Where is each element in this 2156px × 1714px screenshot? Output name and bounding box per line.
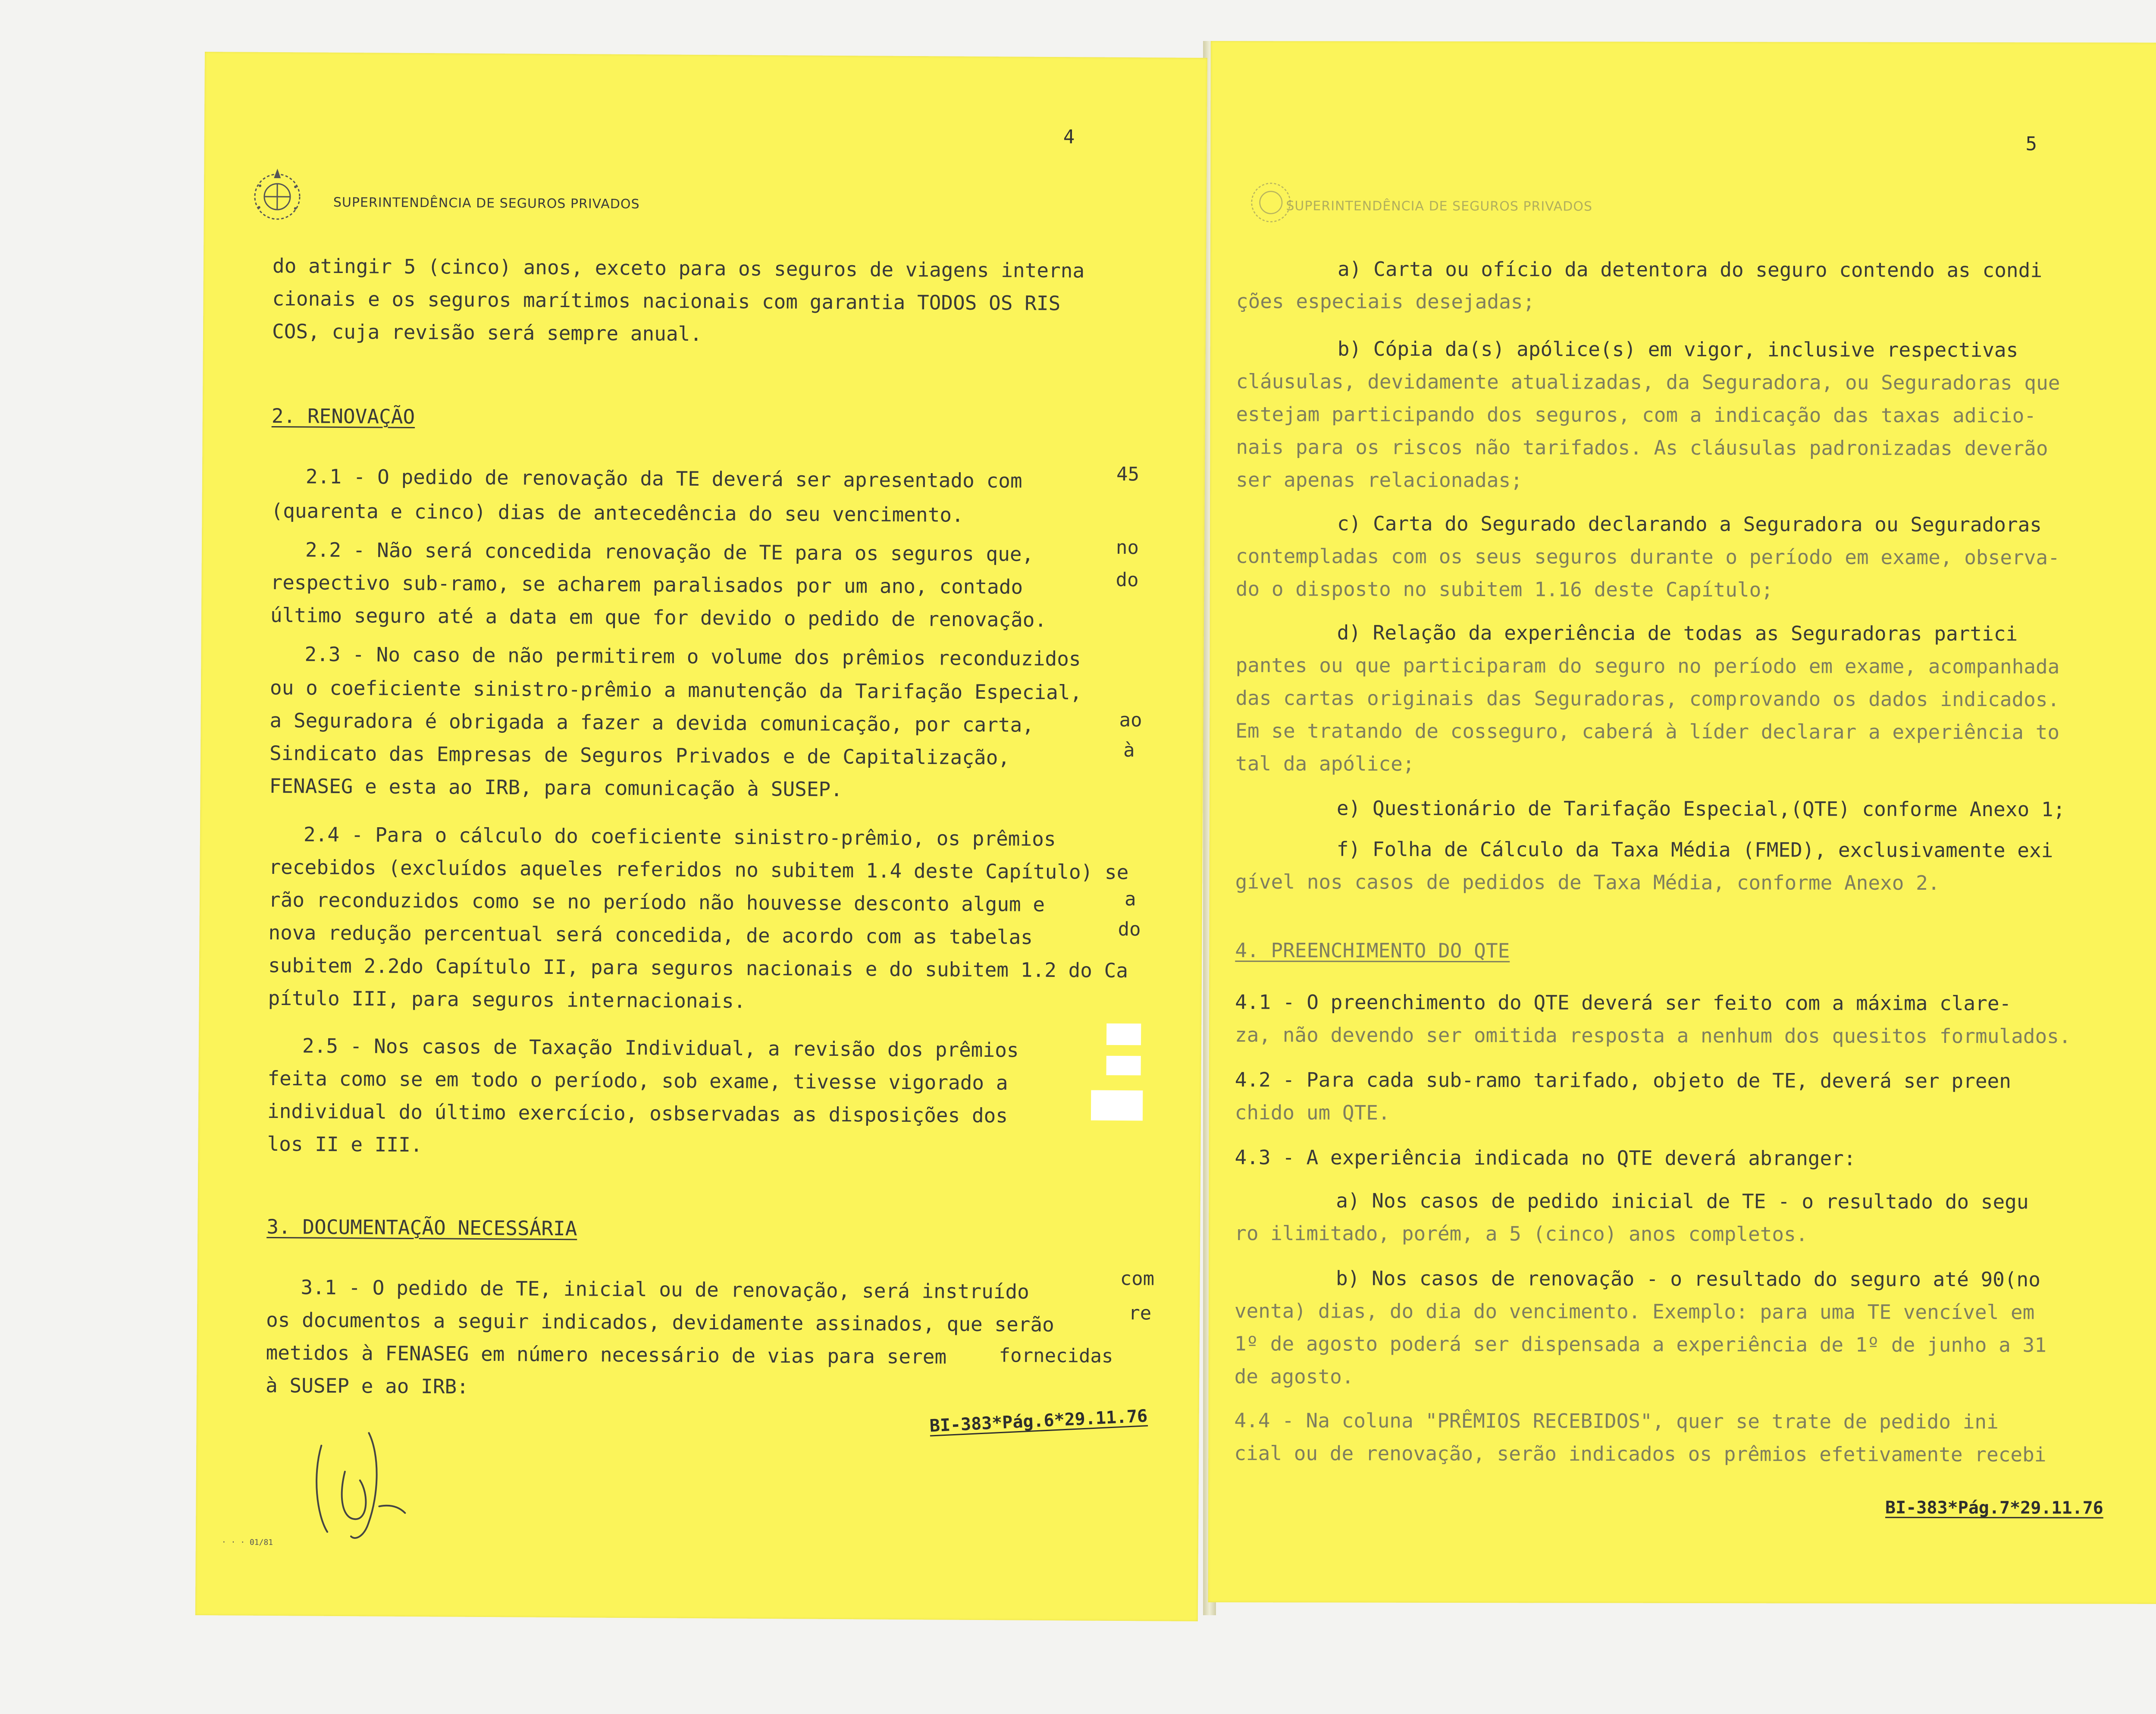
- header-agency-name: SUPERINTENDÊNCIA DE SEGUROS PRIVADOS: [333, 195, 640, 212]
- text-line: 2.1 - O pedido de renovação da TE deverá ser apresentado com: [305, 465, 1022, 493]
- text-line: do o disposto no subitem 1.16 deste Capítulo;: [1235, 577, 1774, 602]
- text-line: cionais e os seguros marítimos nacionais com garantia TODOS OS RIS: [272, 286, 1061, 315]
- page-footer: BI-383*Pág.7*29.11.76: [1885, 1497, 2103, 1518]
- text-line: de agosto.: [1234, 1365, 1354, 1388]
- margin-note: ao: [1119, 709, 1142, 731]
- text-line: 4.2 - Para cada sub-ramo tarifado, objeto de TE, deverá ser preen: [1235, 1068, 2011, 1093]
- text-line: metidos à FENASEG em número necessário de vias para serem: [266, 1340, 947, 1369]
- text-line: gível nos casos de pedidos de Taxa Média, conforme Anexo 2.: [1235, 870, 1940, 895]
- margin-note: a: [1124, 888, 1136, 910]
- text-line: ser apenas relacionadas;: [1236, 468, 1523, 492]
- page-footer: BI-383*Pág.6*29.11.76: [929, 1406, 1148, 1436]
- text-line: feita como se em todo o período, sob exame, tivesse vigorado a: [267, 1066, 1008, 1095]
- text-line: ro ilimitado, porém, a 5 (cinco) anos completos.: [1235, 1221, 1808, 1246]
- text-line: FENASEG e esta ao IRB, para comunicação à SUSEP.: [269, 774, 843, 801]
- left-page: [195, 52, 1207, 1621]
- text-line: 1º de agosto poderá ser dispensada a experiência de 1º de junho a 31: [1234, 1332, 2046, 1357]
- text-line: ções especiais desejadas;: [1236, 289, 1535, 314]
- redaction-patch: [1091, 1090, 1143, 1121]
- text-line: cial ou de renovação, serão indicados os prêmios efetivamente recebi: [1234, 1441, 2046, 1466]
- text-line: b) Cópia da(s) apólice(s) em vigor, inclusive respectivas: [1337, 337, 2018, 362]
- text-line: f) Folha de Cálculo da Taxa Média (FMED), exclusivamente exi: [1336, 837, 2053, 862]
- header-agency-name: SUPERINTENDÊNCIA DE SEGUROS PRIVADOS: [1286, 198, 1593, 214]
- text-line: chido um QTE.: [1235, 1101, 1390, 1124]
- text-line: (quarenta e cinco) dias de antecedência do seu vencimento.: [271, 499, 964, 527]
- text-line: 4.1 - O preenchimento do QTE deverá ser feito com a máxima clare-: [1235, 990, 2012, 1015]
- text-line: recebidos (excluídos aqueles referidos no subitem 1.4 deste Capítulo) se: [269, 855, 1129, 884]
- text-line: b) Nos casos de renovação - o resultado do seguro até 90(no: [1335, 1266, 2041, 1291]
- section-heading: 2. RENOVAÇÃO: [271, 404, 415, 428]
- text-line: e) Questionário de Tarifação Especial,(QTE) conforme Anexo 1;: [1336, 796, 2065, 821]
- text-line: COS, cuja revisão será sempre anual.: [272, 319, 702, 346]
- text-line: 4.4 - Na coluna "PRÊMIOS RECEBIDOS", quer se trate de pedido ini: [1234, 1409, 1999, 1434]
- text-line: 2.5 - Nos casos de Taxação Individual, a revisão dos prêmios: [302, 1034, 1019, 1062]
- coat-of-arms-seal-icon: [247, 160, 307, 229]
- text-line: 4.3 - A experiência indicada no QTE deverá abranger:: [1235, 1146, 1856, 1170]
- margin-note: no: [1116, 536, 1139, 559]
- text-line: à SUSEP e ao IRB:: [265, 1373, 469, 1398]
- section-heading: 3. DOCUMENTAÇÃO NECESSÁRIA: [266, 1215, 577, 1240]
- margin-note: com: [1120, 1268, 1155, 1290]
- text-line: a) Carta ou ofício da detentora do seguro contendo as condi: [1338, 257, 2043, 282]
- page-number: 5: [2025, 133, 2037, 155]
- section-heading: 4. PREENCHIMENTO DO QTE: [1235, 939, 1510, 963]
- text-line: subitem 2.2do Capítulo II, para seguros nacionais e do subitem 1.2 do Ca: [268, 953, 1128, 983]
- text-line: a) Nos casos de pedido inicial de TE - o resultado do segu: [1336, 1189, 2029, 1214]
- text-line: das cartas originais das Seguradoras, comprovando os dados indicados.: [1235, 686, 2060, 711]
- text-line: los II e III.: [267, 1132, 423, 1157]
- text-line: Em se tratando de cosseguro, caberá à líder declarar a experiência to: [1235, 719, 2060, 744]
- form-code: · · · 01/81: [221, 1538, 273, 1548]
- text-line: d) Relação da experiência de todas as Seguradoras partici: [1337, 621, 2018, 646]
- redaction-patch: [1106, 1023, 1141, 1045]
- page-number: 4: [1063, 126, 1075, 148]
- margin-note: 45: [1116, 463, 1140, 486]
- text-line: contempladas com os seus seguros durante o período em exame, observa-: [1235, 544, 2060, 569]
- text-line: c) Carta do Segurado declarando a Seguradora ou Seguradoras: [1337, 512, 2042, 537]
- text-line: tal da apólice;: [1235, 752, 1415, 775]
- text-line: 2.3 - No caso de não permitirem o volume dos prêmios reconduzidos: [304, 642, 1081, 671]
- text-line: cláusulas, devidamente atualizadas, da Seguradora, ou Seguradoras que: [1236, 370, 2060, 395]
- text-line: último seguro até a data em que for devido o pedido de renovação.: [270, 603, 1047, 631]
- margin-note: do: [1118, 918, 1141, 941]
- margin-note: à: [1123, 739, 1135, 762]
- text-line: do atingir 5 (cinco) anos, exceto para os seguros de viagens interna: [272, 254, 1085, 283]
- text-line: os documentos a seguir indicados, devidamente assinados, que serão: [266, 1308, 1055, 1337]
- text-line: a Seguradora é obrigada a fazer a devida comunicação, por carta,: [270, 708, 1034, 737]
- text-line: pítulo III, para seguros internacionais.: [268, 986, 746, 1013]
- redaction-patch: [1106, 1056, 1141, 1075]
- text-line: 2.2 - Não será concedida renovação de TE para os seguros que,: [305, 538, 1034, 566]
- text-line: za, não devendo ser omitida resposta a nenhum dos quesitos formulados.: [1235, 1023, 2071, 1048]
- handwritten-signature: [304, 1419, 417, 1550]
- right-page: [1208, 41, 2156, 1604]
- text-line: estejam participando dos seguros, com a indicação das taxas adicio-: [1236, 402, 2037, 427]
- text-line: nais para os riscos não tarifados. As cláusulas padronizadas deverão: [1236, 435, 2048, 460]
- text-line: venta) dias, do dia do vencimento. Exemplo: para uma TE vencível em: [1234, 1299, 2035, 1324]
- text-line: rão reconduzidos como se no período não houvesse desconto algum e: [268, 888, 1045, 916]
- text-line: 2.4 - Para o cálculo do coeficiente sinistro-prêmio, os prêmios: [303, 822, 1056, 851]
- text-line: respectivo sub-ramo, se acharem paralisados por um ano, contado: [270, 570, 1023, 599]
- margin-note: do: [1116, 568, 1139, 591]
- text-line: 3.1 - O pedido de TE, inicial ou de renovação, será instruído: [301, 1275, 1029, 1303]
- margin-note: re: [1128, 1302, 1152, 1325]
- text-line: pantes ou que participaram do seguro no período em exame, acompanhada: [1235, 653, 2060, 678]
- text-line: ou o coeficiente sinistro-prêmio a manutenção da Tarifação Especial,: [270, 675, 1082, 704]
- text-line: Sindicato das Empresas de Seguros Privados e de Capitalização,: [269, 741, 1010, 769]
- margin-note: fornecidas: [999, 1344, 1113, 1367]
- text-line: nova redução percentual será concedida, de acordo com as tabelas: [268, 920, 1033, 949]
- text-line: individual do último exercício, osbservadas as disposições dos: [267, 1099, 1008, 1127]
